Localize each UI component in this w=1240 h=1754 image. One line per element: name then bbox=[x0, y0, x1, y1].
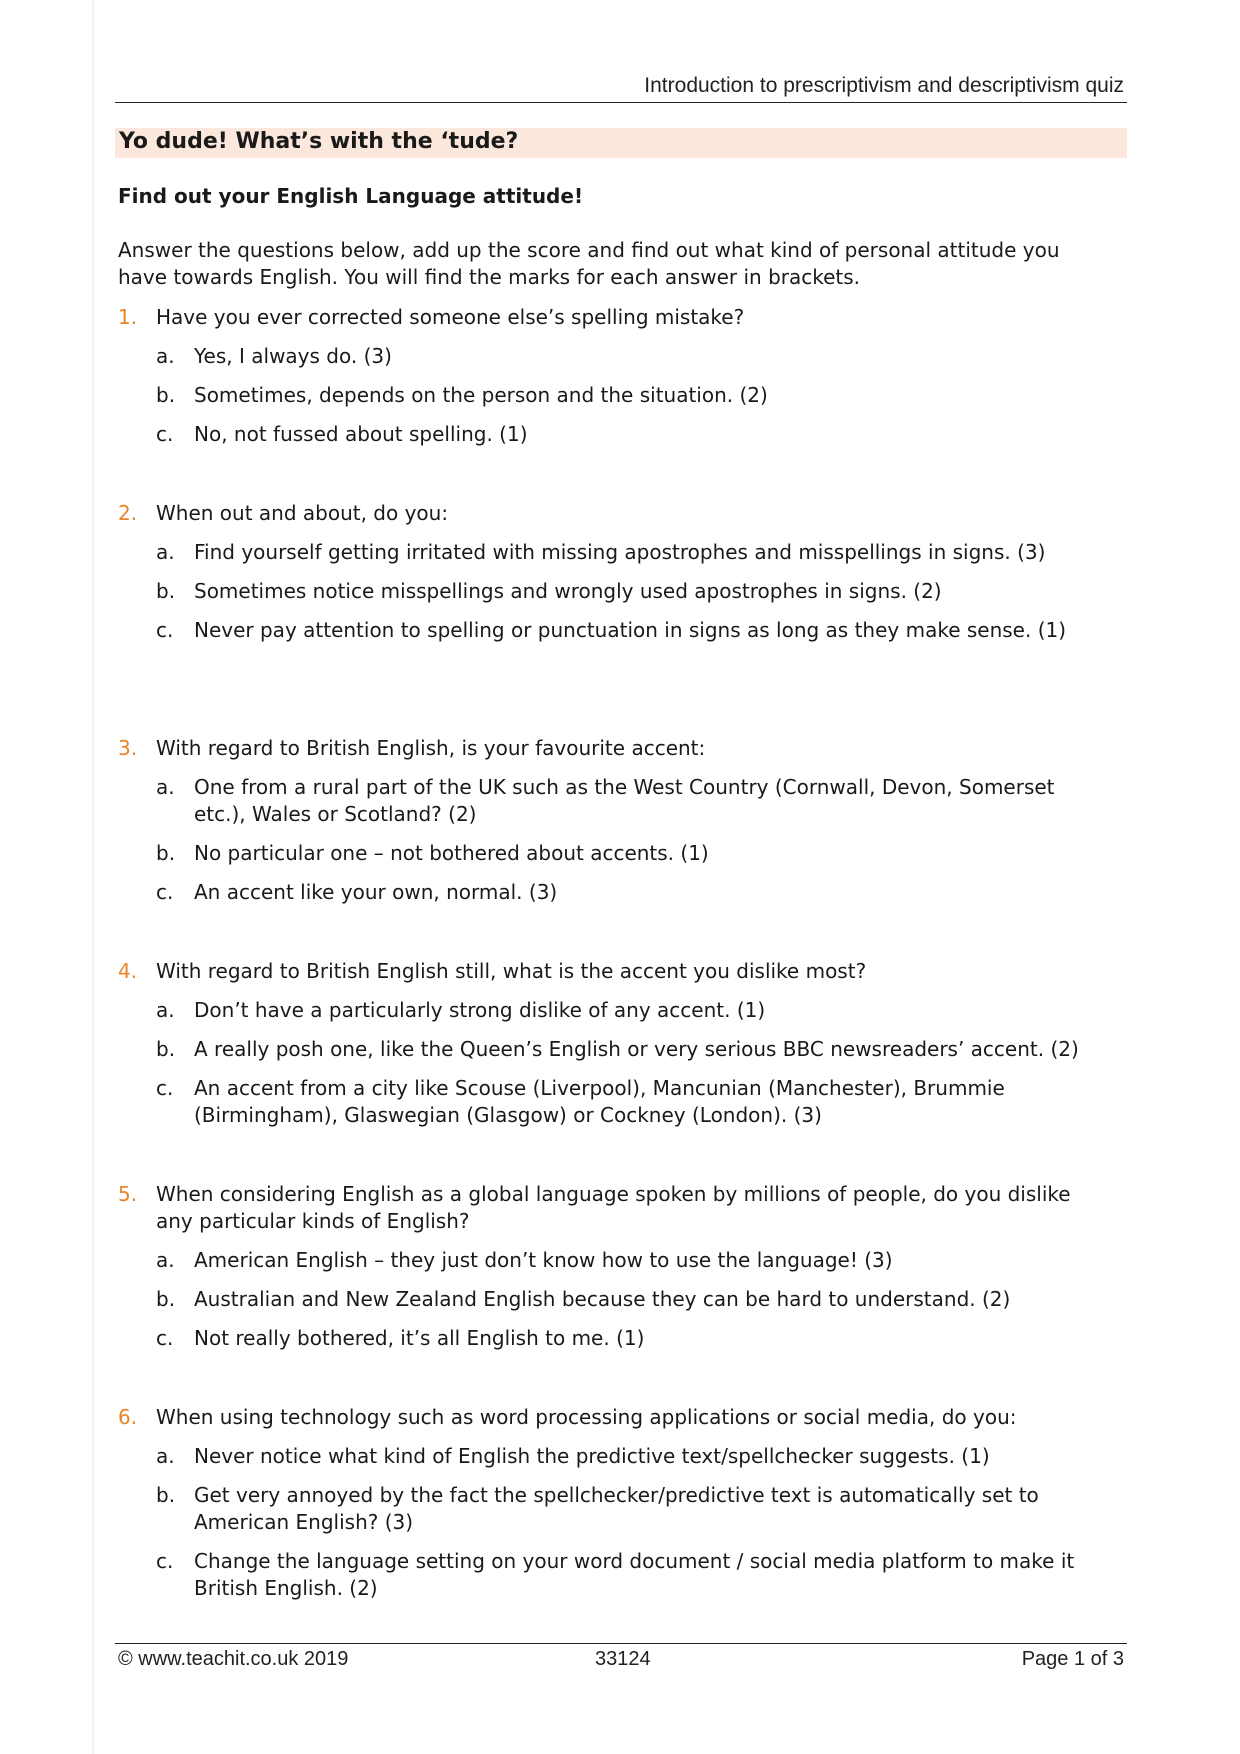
option-letter: b. bbox=[156, 383, 176, 407]
option-letter: b. bbox=[156, 1287, 176, 1311]
option-text bbox=[194, 1247, 1128, 1274]
question-text bbox=[156, 1181, 1128, 1235]
option-text bbox=[194, 343, 1128, 370]
question-text-line: any particular kinds of English? bbox=[156, 1209, 470, 1233]
question-text-line: When using technology such as word processing applications or social media, do you: bbox=[156, 1405, 1017, 1429]
intro-paragraph bbox=[118, 237, 1118, 291]
question-text-line: Have you ever corrected someone else’s spelling mistake? bbox=[156, 305, 745, 329]
option-text-line: (Birmingham), Glaswegian (Glasgow) or Cockney (London). (3) bbox=[194, 1103, 822, 1127]
question-text bbox=[156, 500, 1128, 527]
option-letter: b. bbox=[156, 1483, 176, 1507]
option-text-line: No, not fussed about spelling. (1) bbox=[194, 422, 528, 446]
question-text-line: When considering English as a global language spoken by millions of people, do you dislike bbox=[156, 1182, 1071, 1206]
option-c bbox=[118, 879, 1128, 906]
option-text bbox=[194, 1325, 1128, 1352]
option-letter: c. bbox=[156, 422, 174, 446]
option-text bbox=[194, 617, 1128, 644]
option-text-line: Change the language setting on your word document / social media platform to make it bbox=[194, 1549, 1075, 1573]
option-a bbox=[118, 774, 1128, 828]
option-text-line: Find yourself getting irritated with missing apostrophes and misspellings in signs. (3) bbox=[194, 540, 1046, 564]
option-text bbox=[194, 997, 1128, 1024]
option-text bbox=[194, 578, 1128, 605]
option-text-line: An accent from a city like Scouse (Liverpool), Mancunian (Manchester), Brummie bbox=[194, 1076, 1005, 1100]
intro-line: Answer the questions below, add up the score and find out what kind of personal attitude you bbox=[118, 238, 1060, 262]
option-text-line: Sometimes notice misspellings and wrongly used apostrophes in signs. (2) bbox=[194, 579, 942, 603]
option-text-line: Not really bothered, it’s all English to me. (1) bbox=[194, 1326, 645, 1350]
option-text-line: British English. (2) bbox=[194, 1576, 378, 1600]
option-a bbox=[118, 1443, 1128, 1470]
option-letter: a. bbox=[156, 344, 175, 368]
option-text bbox=[194, 1075, 1128, 1129]
title-band bbox=[115, 128, 1127, 158]
question-number: 3. bbox=[118, 736, 138, 760]
intro-line: have towards English. You will find the marks for each answer in brackets. bbox=[118, 265, 861, 289]
option-letter: c. bbox=[156, 618, 174, 642]
option-text-line: Australian and New Zealand English because they can be hard to understand. (2) bbox=[194, 1287, 1011, 1311]
option-letter: a. bbox=[156, 540, 175, 564]
option-text-line: An accent like your own, normal. (3) bbox=[194, 880, 558, 904]
option-letter: b. bbox=[156, 579, 176, 603]
option-text-line: American English – they just don’t know how to use the language! (3) bbox=[194, 1248, 893, 1272]
footer-code: 33124 bbox=[595, 1648, 651, 1670]
question-text bbox=[156, 304, 1128, 331]
option-a bbox=[118, 997, 1128, 1024]
option-letter: c. bbox=[156, 1326, 174, 1350]
question-text-line: With regard to British English, is your favourite accent: bbox=[156, 736, 706, 760]
option-b bbox=[118, 1036, 1128, 1063]
option-a bbox=[118, 539, 1128, 566]
option-text-line: American English? (3) bbox=[194, 1510, 414, 1534]
page-edge bbox=[92, 0, 94, 1754]
question-2 bbox=[118, 500, 1128, 644]
option-a bbox=[118, 343, 1128, 370]
option-text-line: Sometimes, depends on the person and the situation. (2) bbox=[194, 383, 768, 407]
question-6 bbox=[118, 1404, 1128, 1602]
option-text bbox=[194, 840, 1128, 867]
option-letter: a. bbox=[156, 1444, 175, 1468]
option-letter: b. bbox=[156, 841, 176, 865]
option-c bbox=[118, 617, 1128, 644]
option-text bbox=[194, 421, 1128, 448]
option-c bbox=[118, 1325, 1128, 1352]
footer-page-number: Page 1 of 3 bbox=[1021, 1648, 1124, 1670]
option-letter: a. bbox=[156, 1248, 175, 1272]
question-text bbox=[156, 1404, 1128, 1431]
question-text bbox=[156, 958, 1128, 985]
option-text bbox=[194, 1482, 1128, 1536]
option-text-line: One from a rural part of the UK such as the West Country (Cornwall, Devon, Somerset bbox=[194, 775, 1055, 799]
question-number: 1. bbox=[118, 305, 138, 329]
question-3 bbox=[118, 735, 1128, 906]
option-a bbox=[118, 1247, 1128, 1274]
option-text bbox=[194, 1036, 1128, 1063]
question-5 bbox=[118, 1181, 1128, 1352]
page-title: Yo dude! What’s with the ‘tude? bbox=[119, 129, 519, 154]
option-b bbox=[118, 382, 1128, 409]
option-letter: a. bbox=[156, 775, 175, 799]
footer-copyright: © www.teachit.co.uk 2019 bbox=[118, 1648, 349, 1670]
option-letter: c. bbox=[156, 1549, 174, 1573]
question-number: 5. bbox=[118, 1182, 138, 1206]
option-b bbox=[118, 1482, 1128, 1536]
option-letter: a. bbox=[156, 998, 175, 1022]
page-footer bbox=[115, 1643, 1127, 1674]
question-text-line: When out and about, do you: bbox=[156, 501, 449, 525]
subtitle: Find out your English Language attitude! bbox=[118, 184, 584, 208]
option-c bbox=[118, 1075, 1128, 1129]
option-text bbox=[194, 879, 1128, 906]
option-b bbox=[118, 840, 1128, 867]
option-b bbox=[118, 1286, 1128, 1313]
option-text bbox=[194, 774, 1128, 828]
option-text-line: Never notice what kind of English the predictive text/spellchecker suggests. (1) bbox=[194, 1444, 990, 1468]
option-text-line: Get very annoyed by the fact the spellchecker/predictive text is automatically set to bbox=[194, 1483, 1039, 1507]
option-text bbox=[194, 539, 1128, 566]
option-text-line: A really posh one, like the Queen’s English or very serious BBC newsreaders’ accent. (2) bbox=[194, 1037, 1079, 1061]
question-text-line: With regard to British English still, what is the accent you dislike most? bbox=[156, 959, 867, 983]
option-letter: c. bbox=[156, 1076, 174, 1100]
option-text-line: No particular one – not bothered about accents. (1) bbox=[194, 841, 709, 865]
option-c bbox=[118, 421, 1128, 448]
header-title: Introduction to prescriptivism and descriptivism quiz bbox=[644, 74, 1124, 97]
option-text bbox=[194, 382, 1128, 409]
question-4 bbox=[118, 958, 1128, 1129]
option-b bbox=[118, 578, 1128, 605]
option-letter: c. bbox=[156, 880, 174, 904]
question-1 bbox=[118, 304, 1128, 448]
page-header bbox=[115, 74, 1127, 103]
option-c bbox=[118, 1548, 1128, 1602]
question-text bbox=[156, 735, 1128, 762]
option-letter: b. bbox=[156, 1037, 176, 1061]
question-number: 2. bbox=[118, 501, 138, 525]
option-text bbox=[194, 1286, 1128, 1313]
option-text-line: Don’t have a particularly strong dislike of any accent. (1) bbox=[194, 998, 766, 1022]
question-number: 6. bbox=[118, 1405, 138, 1429]
option-text-line: etc.), Wales or Scotland? (2) bbox=[194, 802, 477, 826]
option-text bbox=[194, 1548, 1128, 1602]
option-text-line: Never pay attention to spelling or punctuation in signs as long as they make sense. (1) bbox=[194, 618, 1067, 642]
option-text bbox=[194, 1443, 1128, 1470]
option-text-line: Yes, I always do. (3) bbox=[194, 344, 392, 368]
question-number: 4. bbox=[118, 959, 138, 983]
